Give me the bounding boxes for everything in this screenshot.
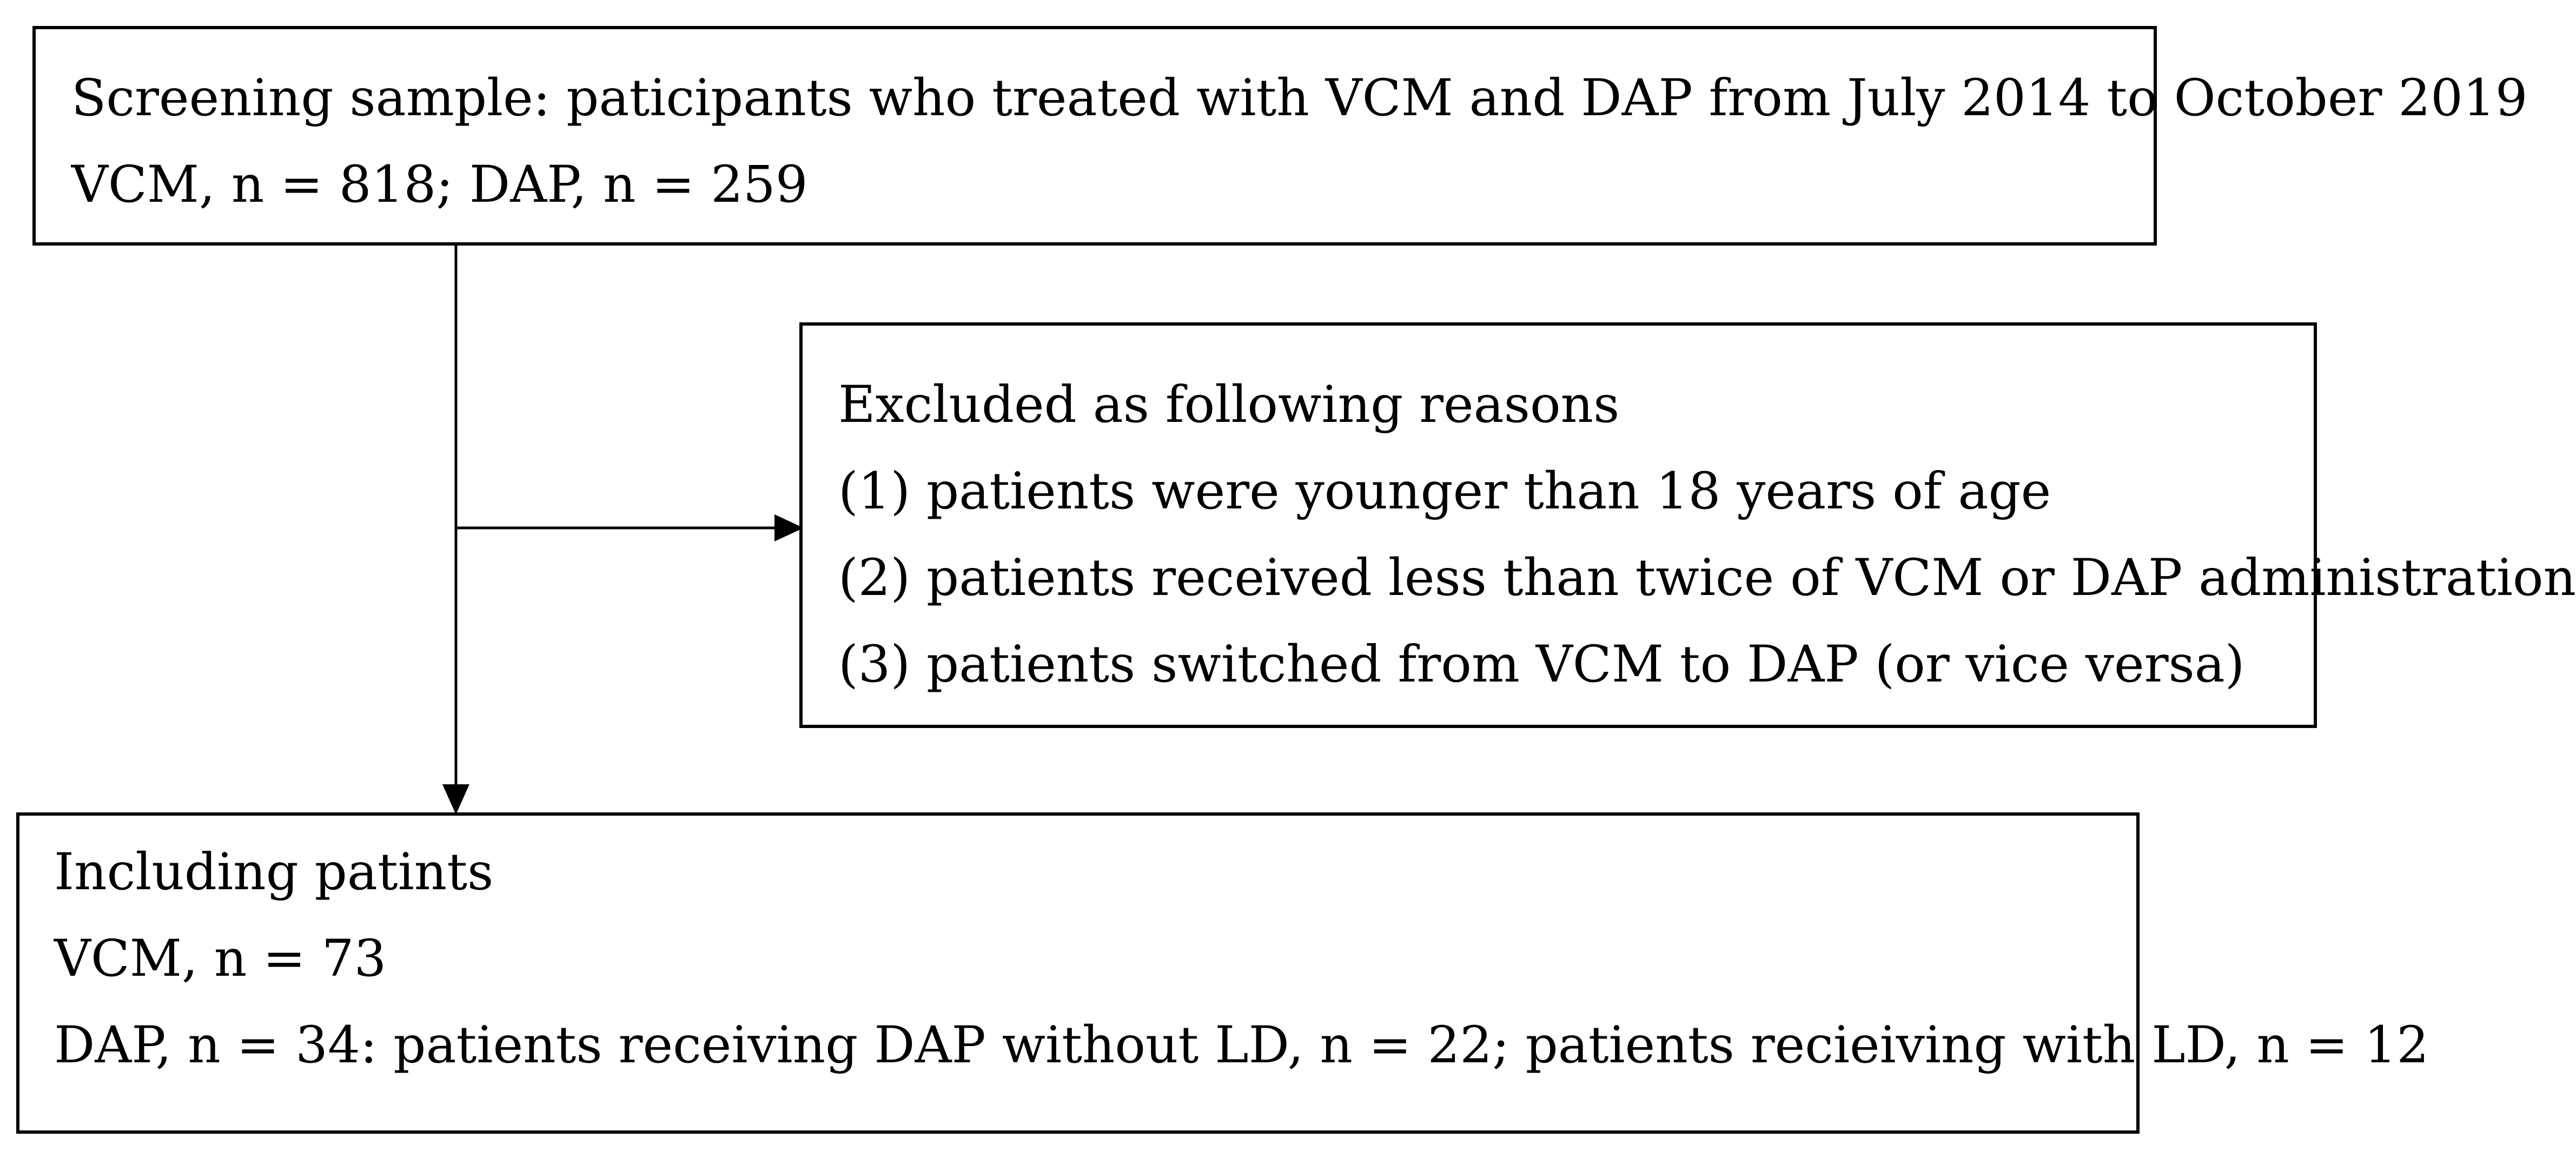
including-vcm-count: VCM, n = 73 xyxy=(54,929,387,988)
screening-counts: VCM, n = 818; DAP, n = 259 xyxy=(71,155,808,214)
screening-sample-box xyxy=(32,26,2528,246)
including-patients-box xyxy=(16,812,2429,1134)
exclusion-reason-1: (1) patients were younger than 18 years of age xyxy=(838,462,2051,521)
excluded-box xyxy=(799,322,2576,728)
including-title: Including patints xyxy=(54,843,494,902)
down-arrowhead xyxy=(442,784,469,815)
including-dap-count: DAP, n = 34: patients receiving DAP without LD, n = 22; patients recieiving with LD, n = 12 xyxy=(54,1016,2429,1075)
exclusion-reason-3: (3) patients switched from VCM to DAP (or vice versa) xyxy=(838,635,2245,694)
exclusion-reason-2: (2) patients received less than twice of VCM or DAP administration xyxy=(838,548,2576,607)
excluded-title: Excluded as following reasons xyxy=(838,375,1620,434)
screening-description: Screening sample: paticipants who treated with VCM and DAP from July 2014 to October 2019 xyxy=(71,69,2528,128)
